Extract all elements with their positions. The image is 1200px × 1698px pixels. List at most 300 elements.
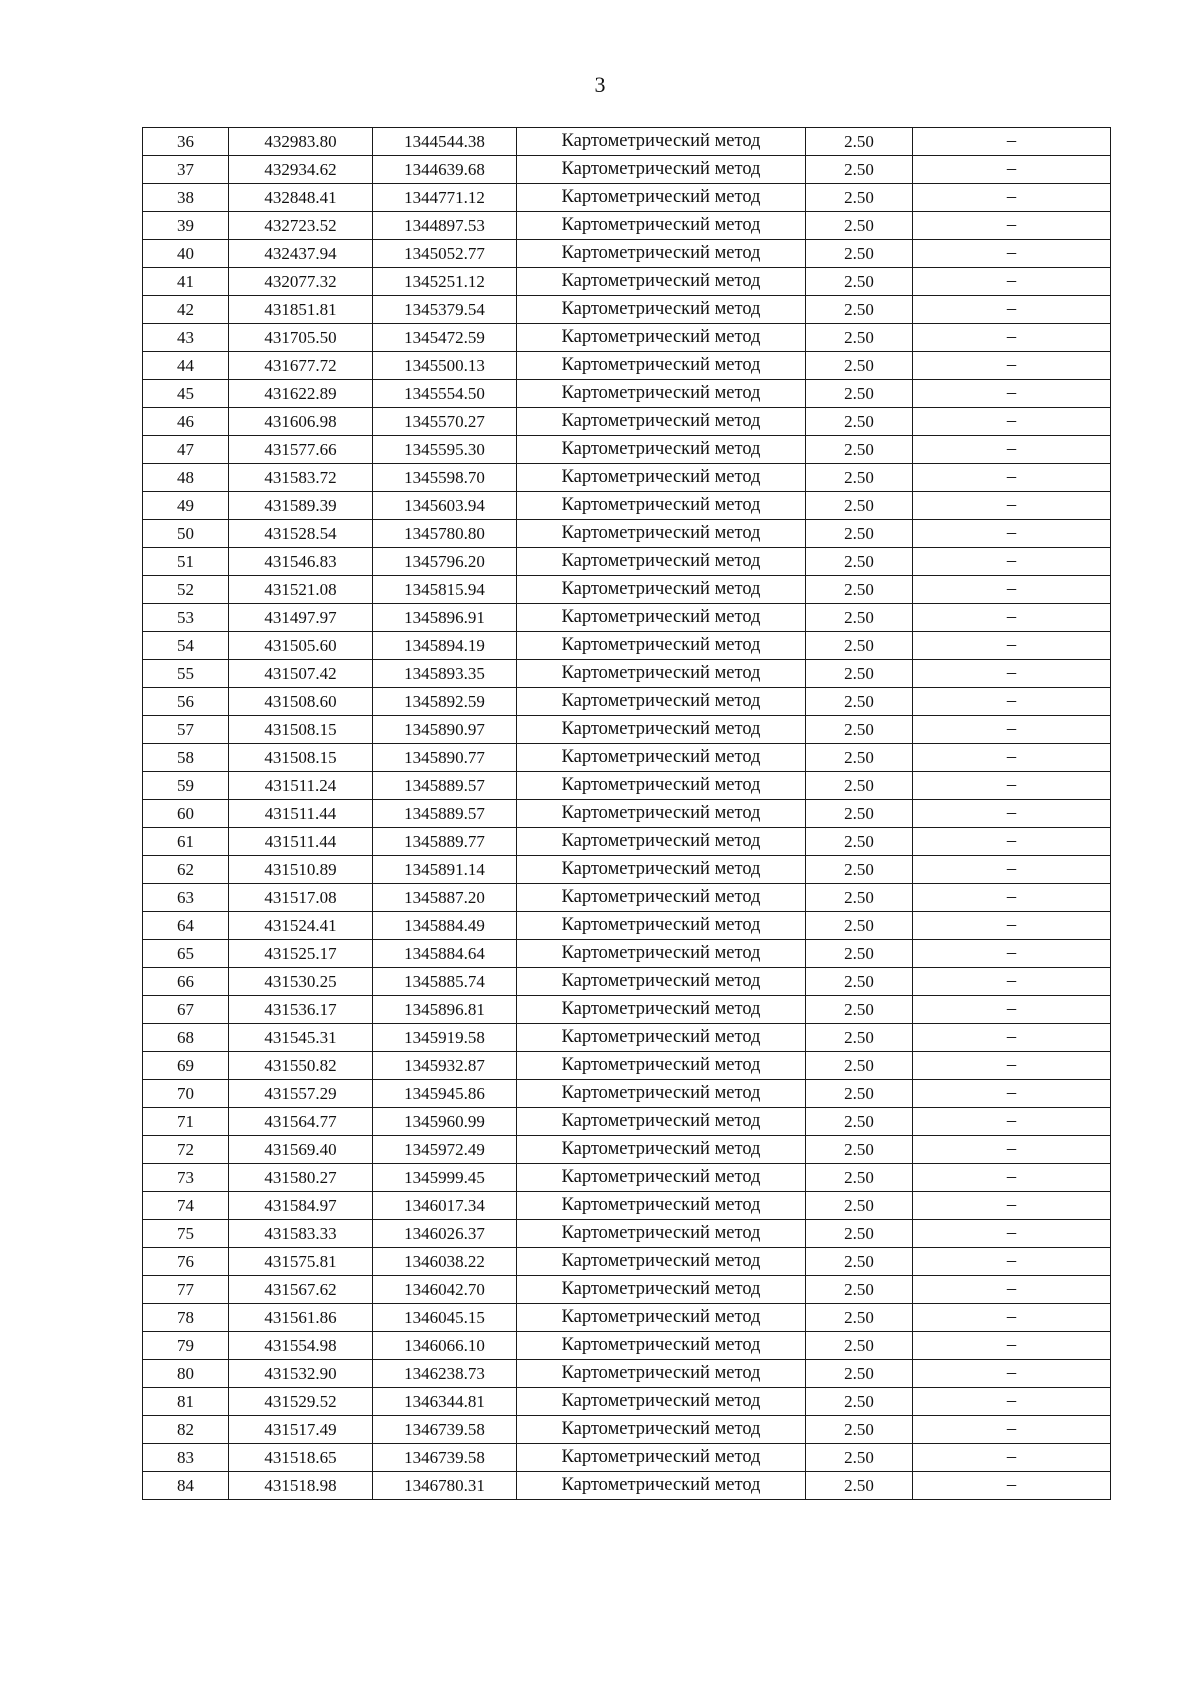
accuracy-cell: 2.50	[806, 296, 913, 324]
x-coordinate-cell: 431577.66	[229, 436, 373, 464]
table-row	[143, 1444, 1111, 1472]
point-number-cell: 57	[143, 716, 229, 744]
y-coordinate-cell: 1346017.34	[373, 1192, 517, 1220]
point-number-cell: 83	[143, 1444, 229, 1472]
x-coordinate-cell: 431677.72	[229, 352, 373, 380]
y-coordinate-cell: 1346038.22	[373, 1248, 517, 1276]
point-number-cell: 46	[143, 408, 229, 436]
x-coordinate-cell: 431589.39	[229, 492, 373, 520]
point-number-cell: 74	[143, 1192, 229, 1220]
x-coordinate-cell: 431536.17	[229, 996, 373, 1024]
x-coordinate-cell: 432077.32	[229, 268, 373, 296]
accuracy-cell: 2.50	[806, 464, 913, 492]
table-row	[143, 436, 1111, 464]
point-number-cell: 42	[143, 296, 229, 324]
accuracy-cell: 2.50	[806, 1388, 913, 1416]
y-coordinate-cell: 1345932.87	[373, 1052, 517, 1080]
error-cell: –	[913, 1276, 1111, 1304]
accuracy-cell: 2.50	[806, 492, 913, 520]
accuracy-cell: 2.50	[806, 800, 913, 828]
x-coordinate-cell: 431511.44	[229, 800, 373, 828]
coordinates-table	[142, 127, 1111, 1500]
error-cell: –	[913, 1472, 1111, 1500]
point-number-cell: 82	[143, 1416, 229, 1444]
table-row	[143, 520, 1111, 548]
error-cell: –	[913, 1024, 1111, 1052]
error-cell: –	[913, 1360, 1111, 1388]
x-coordinate-cell: 431705.50	[229, 324, 373, 352]
table-row	[143, 492, 1111, 520]
method-cell: Картометрический метод	[517, 184, 806, 212]
x-coordinate-cell: 431575.81	[229, 1248, 373, 1276]
x-coordinate-cell: 431580.27	[229, 1164, 373, 1192]
point-number-cell: 56	[143, 688, 229, 716]
y-coordinate-cell: 1346066.10	[373, 1332, 517, 1360]
x-coordinate-cell: 431550.82	[229, 1052, 373, 1080]
x-coordinate-cell: 431561.86	[229, 1304, 373, 1332]
error-cell: –	[913, 1052, 1111, 1080]
table-row	[143, 1136, 1111, 1164]
accuracy-cell: 2.50	[806, 1332, 913, 1360]
point-number-cell: 68	[143, 1024, 229, 1052]
method-cell: Картометрический метод	[517, 688, 806, 716]
error-cell: –	[913, 436, 1111, 464]
point-number-cell: 58	[143, 744, 229, 772]
x-coordinate-cell: 431524.41	[229, 912, 373, 940]
point-number-cell: 59	[143, 772, 229, 800]
y-coordinate-cell: 1345885.74	[373, 968, 517, 996]
table-row	[143, 884, 1111, 912]
point-number-cell: 80	[143, 1360, 229, 1388]
x-coordinate-cell: 431583.72	[229, 464, 373, 492]
y-coordinate-cell: 1346042.70	[373, 1276, 517, 1304]
error-cell: –	[913, 1388, 1111, 1416]
x-coordinate-cell: 431557.29	[229, 1080, 373, 1108]
method-cell: Картометрический метод	[517, 996, 806, 1024]
table-row	[143, 856, 1111, 884]
point-number-cell: 54	[143, 632, 229, 660]
error-cell: –	[913, 1332, 1111, 1360]
accuracy-cell: 2.50	[806, 604, 913, 632]
x-coordinate-cell: 431508.60	[229, 688, 373, 716]
y-coordinate-cell: 1346238.73	[373, 1360, 517, 1388]
point-number-cell: 66	[143, 968, 229, 996]
method-cell: Картометрический метод	[517, 1360, 806, 1388]
method-cell: Картометрический метод	[517, 716, 806, 744]
point-number-cell: 65	[143, 940, 229, 968]
method-cell: Картометрический метод	[517, 576, 806, 604]
table-row	[143, 1276, 1111, 1304]
x-coordinate-cell: 431546.83	[229, 548, 373, 576]
accuracy-cell: 2.50	[806, 212, 913, 240]
point-number-cell: 50	[143, 520, 229, 548]
x-coordinate-cell: 431521.08	[229, 576, 373, 604]
y-coordinate-cell: 1345892.59	[373, 688, 517, 716]
y-coordinate-cell: 1345889.77	[373, 828, 517, 856]
point-number-cell: 40	[143, 240, 229, 268]
table-row	[143, 128, 1111, 156]
table-row	[143, 212, 1111, 240]
y-coordinate-cell: 1345379.54	[373, 296, 517, 324]
error-cell: –	[913, 716, 1111, 744]
error-cell: –	[913, 408, 1111, 436]
x-coordinate-cell: 431545.31	[229, 1024, 373, 1052]
table-row	[143, 324, 1111, 352]
point-number-cell: 37	[143, 156, 229, 184]
point-number-cell: 48	[143, 464, 229, 492]
table-row	[143, 1052, 1111, 1080]
y-coordinate-cell: 1345884.64	[373, 940, 517, 968]
accuracy-cell: 2.50	[806, 1304, 913, 1332]
method-cell: Картометрический метод	[517, 212, 806, 240]
error-cell: –	[913, 1220, 1111, 1248]
point-number-cell: 49	[143, 492, 229, 520]
table-row	[143, 296, 1111, 324]
point-number-cell: 76	[143, 1248, 229, 1276]
error-cell: –	[913, 744, 1111, 772]
point-number-cell: 77	[143, 1276, 229, 1304]
point-number-cell: 81	[143, 1388, 229, 1416]
table-row	[143, 1024, 1111, 1052]
table-row	[143, 1304, 1111, 1332]
x-coordinate-cell: 431622.89	[229, 380, 373, 408]
method-cell: Картометрический метод	[517, 1136, 806, 1164]
error-cell: –	[913, 296, 1111, 324]
y-coordinate-cell: 1346344.81	[373, 1388, 517, 1416]
error-cell: –	[913, 1164, 1111, 1192]
y-coordinate-cell: 1344639.68	[373, 156, 517, 184]
accuracy-cell: 2.50	[806, 1248, 913, 1276]
method-cell: Картометрический метод	[517, 156, 806, 184]
method-cell: Картометрический метод	[517, 912, 806, 940]
y-coordinate-cell: 1345251.12	[373, 268, 517, 296]
point-number-cell: 62	[143, 856, 229, 884]
table-row	[143, 1388, 1111, 1416]
accuracy-cell: 2.50	[806, 772, 913, 800]
error-cell: –	[913, 240, 1111, 268]
x-coordinate-cell: 431567.62	[229, 1276, 373, 1304]
error-cell: –	[913, 996, 1111, 1024]
x-coordinate-cell: 431606.98	[229, 408, 373, 436]
table-row	[143, 632, 1111, 660]
method-cell: Картометрический метод	[517, 632, 806, 660]
table-row	[143, 268, 1111, 296]
y-coordinate-cell: 1345960.99	[373, 1108, 517, 1136]
error-cell: –	[913, 268, 1111, 296]
x-coordinate-cell: 431517.49	[229, 1416, 373, 1444]
point-number-cell: 78	[143, 1304, 229, 1332]
x-coordinate-cell: 432848.41	[229, 184, 373, 212]
method-cell: Картометрический метод	[517, 464, 806, 492]
method-cell: Картометрический метод	[517, 352, 806, 380]
error-cell: –	[913, 156, 1111, 184]
table-row	[143, 184, 1111, 212]
method-cell: Картометрический метод	[517, 408, 806, 436]
accuracy-cell: 2.50	[806, 408, 913, 436]
y-coordinate-cell: 1345598.70	[373, 464, 517, 492]
point-number-cell: 70	[143, 1080, 229, 1108]
point-number-cell: 63	[143, 884, 229, 912]
x-coordinate-cell: 431564.77	[229, 1108, 373, 1136]
x-coordinate-cell: 432983.80	[229, 128, 373, 156]
method-cell: Картометрический метод	[517, 436, 806, 464]
y-coordinate-cell: 1345891.14	[373, 856, 517, 884]
y-coordinate-cell: 1346026.37	[373, 1220, 517, 1248]
method-cell: Картометрический метод	[517, 1332, 806, 1360]
accuracy-cell: 2.50	[806, 548, 913, 576]
error-cell: –	[913, 800, 1111, 828]
method-cell: Картометрический метод	[517, 1276, 806, 1304]
method-cell: Картометрический метод	[517, 1108, 806, 1136]
method-cell: Картометрический метод	[517, 1248, 806, 1276]
point-number-cell: 39	[143, 212, 229, 240]
accuracy-cell: 2.50	[806, 968, 913, 996]
y-coordinate-cell: 1345052.77	[373, 240, 517, 268]
error-cell: –	[913, 1248, 1111, 1276]
error-cell: –	[913, 1444, 1111, 1472]
method-cell: Картометрический метод	[517, 520, 806, 548]
error-cell: –	[913, 212, 1111, 240]
x-coordinate-cell: 431569.40	[229, 1136, 373, 1164]
table-row	[143, 800, 1111, 828]
error-cell: –	[913, 1416, 1111, 1444]
table-row	[143, 1248, 1111, 1276]
accuracy-cell: 2.50	[806, 184, 913, 212]
x-coordinate-cell: 431532.90	[229, 1360, 373, 1388]
point-number-cell: 69	[143, 1052, 229, 1080]
x-coordinate-cell: 431507.42	[229, 660, 373, 688]
point-number-cell: 45	[143, 380, 229, 408]
table-row	[143, 688, 1111, 716]
y-coordinate-cell: 1345554.50	[373, 380, 517, 408]
table-row	[143, 1108, 1111, 1136]
x-coordinate-cell: 431528.54	[229, 520, 373, 548]
table-row	[143, 240, 1111, 268]
x-coordinate-cell: 431508.15	[229, 744, 373, 772]
y-coordinate-cell: 1345893.35	[373, 660, 517, 688]
y-coordinate-cell: 1345972.49	[373, 1136, 517, 1164]
error-cell: –	[913, 1192, 1111, 1220]
accuracy-cell: 2.50	[806, 1276, 913, 1304]
y-coordinate-cell: 1345603.94	[373, 492, 517, 520]
x-coordinate-cell: 431518.65	[229, 1444, 373, 1472]
method-cell: Картометрический метод	[517, 1052, 806, 1080]
y-coordinate-cell: 1345889.57	[373, 772, 517, 800]
error-cell: –	[913, 632, 1111, 660]
accuracy-cell: 2.50	[806, 436, 913, 464]
x-coordinate-cell: 431497.97	[229, 604, 373, 632]
point-number-cell: 79	[143, 1332, 229, 1360]
y-coordinate-cell: 1345500.13	[373, 352, 517, 380]
method-cell: Картометрический метод	[517, 856, 806, 884]
table-row	[143, 828, 1111, 856]
x-coordinate-cell: 432723.52	[229, 212, 373, 240]
accuracy-cell: 2.50	[806, 1080, 913, 1108]
accuracy-cell: 2.50	[806, 268, 913, 296]
accuracy-cell: 2.50	[806, 1164, 913, 1192]
point-number-cell: 53	[143, 604, 229, 632]
y-coordinate-cell: 1345884.49	[373, 912, 517, 940]
y-coordinate-cell: 1345780.80	[373, 520, 517, 548]
accuracy-cell: 2.50	[806, 1444, 913, 1472]
table-row	[143, 548, 1111, 576]
x-coordinate-cell: 431525.17	[229, 940, 373, 968]
table-row	[143, 1416, 1111, 1444]
error-cell: –	[913, 492, 1111, 520]
x-coordinate-cell: 431851.81	[229, 296, 373, 324]
error-cell: –	[913, 604, 1111, 632]
accuracy-cell: 2.50	[806, 1024, 913, 1052]
accuracy-cell: 2.50	[806, 128, 913, 156]
method-cell: Картометрический метод	[517, 1024, 806, 1052]
method-cell: Картометрический метод	[517, 1388, 806, 1416]
point-number-cell: 41	[143, 268, 229, 296]
table-row	[143, 940, 1111, 968]
point-number-cell: 51	[143, 548, 229, 576]
y-coordinate-cell: 1345894.19	[373, 632, 517, 660]
table-row	[143, 1332, 1111, 1360]
x-coordinate-cell: 431510.89	[229, 856, 373, 884]
point-number-cell: 72	[143, 1136, 229, 1164]
x-coordinate-cell: 431517.08	[229, 884, 373, 912]
y-coordinate-cell: 1345945.86	[373, 1080, 517, 1108]
accuracy-cell: 2.50	[806, 1416, 913, 1444]
point-number-cell: 71	[143, 1108, 229, 1136]
method-cell: Картометрический метод	[517, 548, 806, 576]
error-cell: –	[913, 660, 1111, 688]
method-cell: Картометрический метод	[517, 492, 806, 520]
method-cell: Картометрический метод	[517, 744, 806, 772]
method-cell: Картометрический метод	[517, 1220, 806, 1248]
error-cell: –	[913, 380, 1111, 408]
y-coordinate-cell: 1344771.12	[373, 184, 517, 212]
y-coordinate-cell: 1345796.20	[373, 548, 517, 576]
method-cell: Картометрический метод	[517, 268, 806, 296]
y-coordinate-cell: 1346739.58	[373, 1416, 517, 1444]
x-coordinate-cell: 431583.33	[229, 1220, 373, 1248]
method-cell: Картометрический метод	[517, 884, 806, 912]
method-cell: Картометрический метод	[517, 296, 806, 324]
method-cell: Картометрический метод	[517, 800, 806, 828]
point-number-cell: 52	[143, 576, 229, 604]
accuracy-cell: 2.50	[806, 156, 913, 184]
point-number-cell: 44	[143, 352, 229, 380]
error-cell: –	[913, 688, 1111, 716]
y-coordinate-cell: 1345570.27	[373, 408, 517, 436]
accuracy-cell: 2.50	[806, 828, 913, 856]
table-row	[143, 380, 1111, 408]
error-cell: –	[913, 912, 1111, 940]
y-coordinate-cell: 1345919.58	[373, 1024, 517, 1052]
point-number-cell: 43	[143, 324, 229, 352]
table-row	[143, 968, 1111, 996]
point-number-cell: 47	[143, 436, 229, 464]
method-cell: Картометрический метод	[517, 1472, 806, 1500]
accuracy-cell: 2.50	[806, 1136, 913, 1164]
error-cell: –	[913, 884, 1111, 912]
y-coordinate-cell: 1346045.15	[373, 1304, 517, 1332]
y-coordinate-cell: 1345815.94	[373, 576, 517, 604]
error-cell: –	[913, 520, 1111, 548]
method-cell: Картометрический метод	[517, 968, 806, 996]
accuracy-cell: 2.50	[806, 520, 913, 548]
error-cell: –	[913, 324, 1111, 352]
accuracy-cell: 2.50	[806, 688, 913, 716]
accuracy-cell: 2.50	[806, 1192, 913, 1220]
accuracy-cell: 2.50	[806, 1360, 913, 1388]
error-cell: –	[913, 1080, 1111, 1108]
accuracy-cell: 2.50	[806, 660, 913, 688]
table-row	[143, 716, 1111, 744]
y-coordinate-cell: 1346780.31	[373, 1472, 517, 1500]
y-coordinate-cell: 1345890.97	[373, 716, 517, 744]
point-number-cell: 61	[143, 828, 229, 856]
accuracy-cell: 2.50	[806, 240, 913, 268]
error-cell: –	[913, 828, 1111, 856]
y-coordinate-cell: 1344544.38	[373, 128, 517, 156]
x-coordinate-cell: 431554.98	[229, 1332, 373, 1360]
method-cell: Картометрический метод	[517, 324, 806, 352]
table-row	[143, 408, 1111, 436]
accuracy-cell: 2.50	[806, 996, 913, 1024]
error-cell: –	[913, 352, 1111, 380]
method-cell: Картометрический метод	[517, 128, 806, 156]
y-coordinate-cell: 1344897.53	[373, 212, 517, 240]
accuracy-cell: 2.50	[806, 324, 913, 352]
y-coordinate-cell: 1345999.45	[373, 1164, 517, 1192]
error-cell: –	[913, 772, 1111, 800]
y-coordinate-cell: 1345890.77	[373, 744, 517, 772]
error-cell: –	[913, 184, 1111, 212]
x-coordinate-cell: 431530.25	[229, 968, 373, 996]
accuracy-cell: 2.50	[806, 1220, 913, 1248]
method-cell: Картометрический метод	[517, 940, 806, 968]
method-cell: Картометрический метод	[517, 1304, 806, 1332]
method-cell: Картометрический метод	[517, 660, 806, 688]
accuracy-cell: 2.50	[806, 716, 913, 744]
error-cell: –	[913, 968, 1111, 996]
point-number-cell: 36	[143, 128, 229, 156]
y-coordinate-cell: 1345595.30	[373, 436, 517, 464]
table-row	[143, 1164, 1111, 1192]
table-row	[143, 604, 1111, 632]
table-row	[143, 1192, 1111, 1220]
x-coordinate-cell: 431584.97	[229, 1192, 373, 1220]
x-coordinate-cell: 431529.52	[229, 1388, 373, 1416]
x-coordinate-cell: 431518.98	[229, 1472, 373, 1500]
point-number-cell: 67	[143, 996, 229, 1024]
point-number-cell: 64	[143, 912, 229, 940]
method-cell: Картометрический метод	[517, 1164, 806, 1192]
y-coordinate-cell: 1346739.58	[373, 1444, 517, 1472]
table-row	[143, 912, 1111, 940]
point-number-cell: 60	[143, 800, 229, 828]
accuracy-cell: 2.50	[806, 632, 913, 660]
method-cell: Картометрический метод	[517, 1416, 806, 1444]
table-row	[143, 660, 1111, 688]
table-row	[143, 996, 1111, 1024]
y-coordinate-cell: 1345472.59	[373, 324, 517, 352]
method-cell: Картометрический метод	[517, 240, 806, 268]
accuracy-cell: 2.50	[806, 1472, 913, 1500]
method-cell: Картометрический метод	[517, 828, 806, 856]
table-row	[143, 156, 1111, 184]
x-coordinate-cell: 432437.94	[229, 240, 373, 268]
y-coordinate-cell: 1345896.91	[373, 604, 517, 632]
accuracy-cell: 2.50	[806, 352, 913, 380]
table-row	[143, 352, 1111, 380]
point-number-cell: 38	[143, 184, 229, 212]
